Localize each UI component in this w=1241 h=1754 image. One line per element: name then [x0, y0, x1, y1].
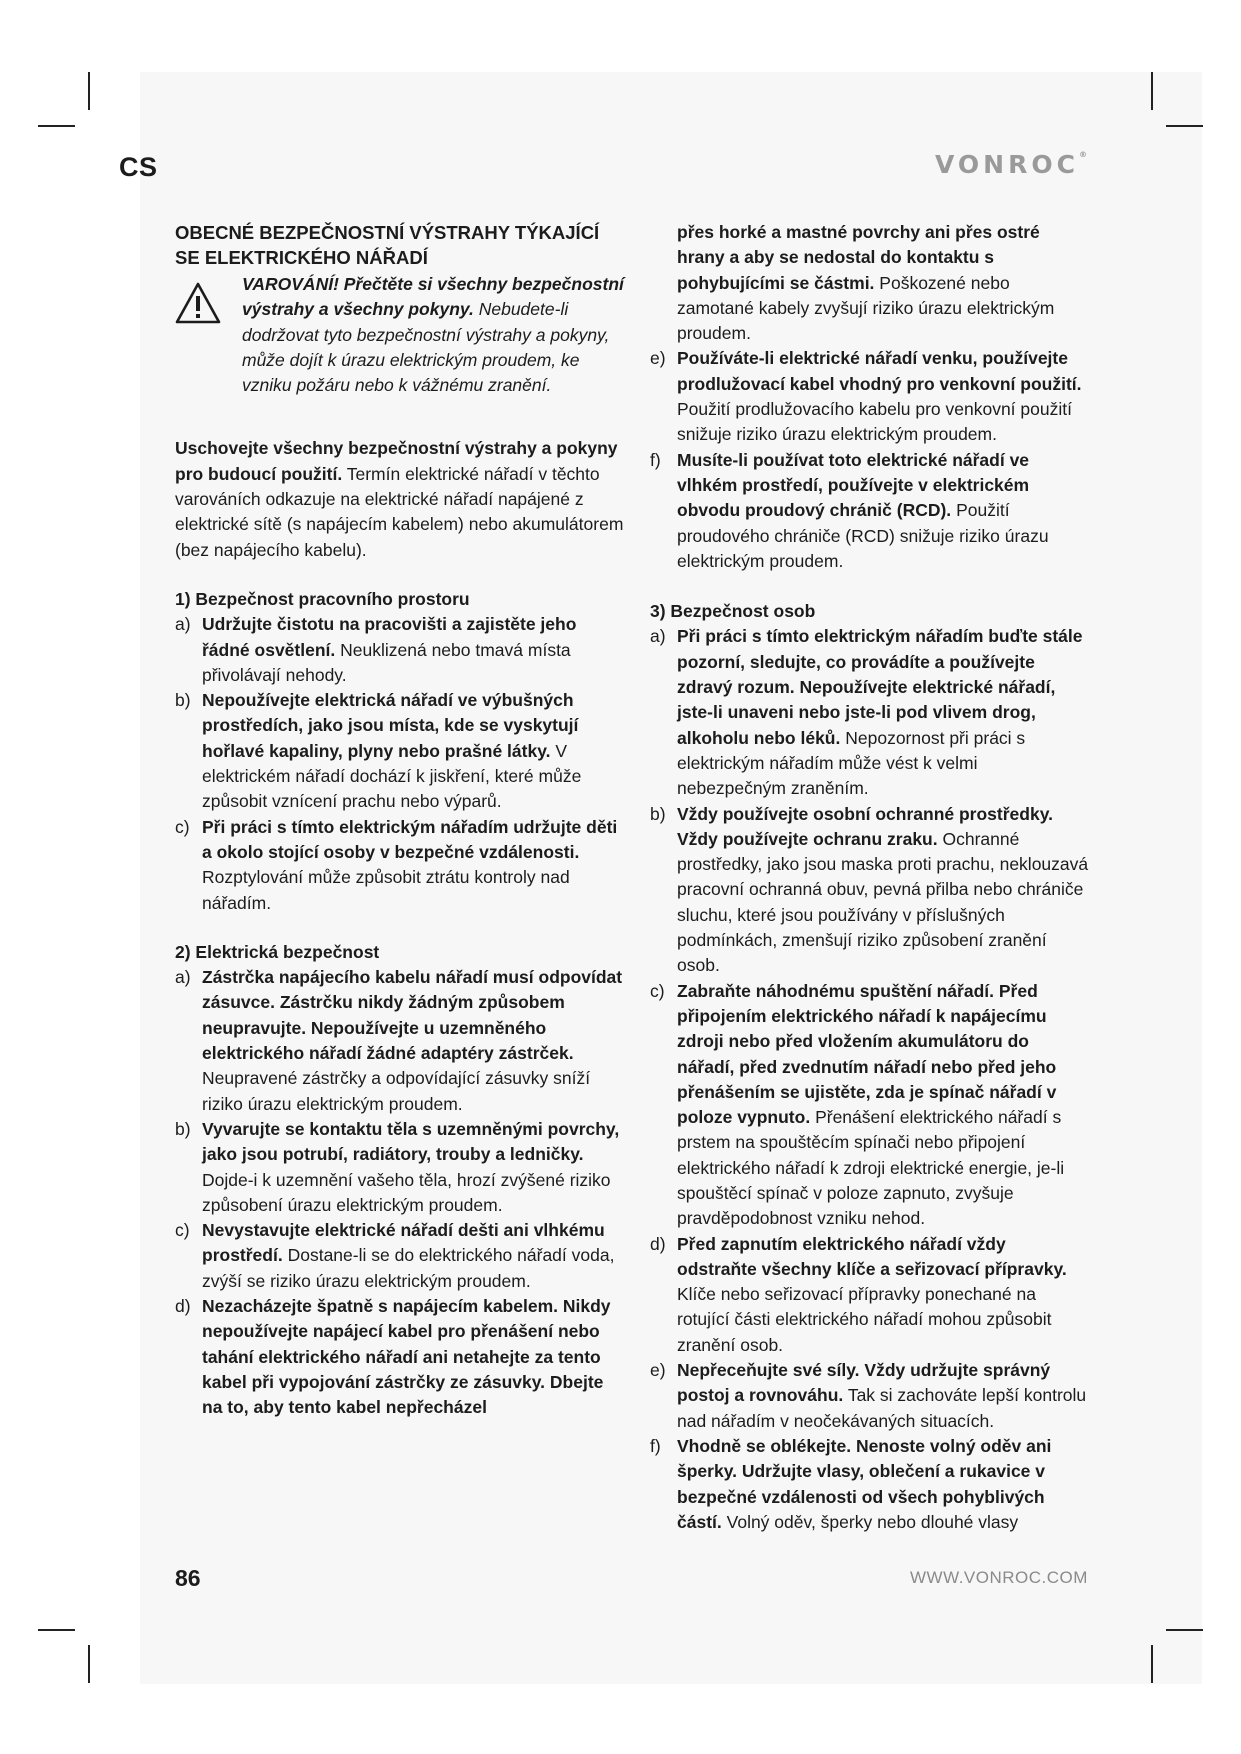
item-text: V elektrickém nářadí dochází k jiskření, které může způsobit vznícení prachu nebo výparů. — [202, 740, 582, 812]
list-item — [650, 1232, 1090, 1358]
item-text: Dostane-li se do elektrického nářadí voda, zvýší se riziko úrazu elektrickým proudem. — [202, 1245, 615, 1291]
warning-body: Nebudete-li dodržovat tyto bezpečnostní výstrahy a pokyny, může dojít k úrazu elektrickým proudem, ke vzniku požáru nebo k vážnému zranění. — [242, 299, 610, 396]
item-label: c) — [650, 980, 665, 1001]
item-text: Ochranné prostředky, jako jsou maska proti prachu, neklouzavá pracovní ochranná obuv, pevná přilba nebo chrániče sluchu, které jsou používány v příslušných podmínkách, zmenšují riziko způsobení zranění osob. — [677, 828, 1089, 976]
item-bold-text: Zabraňte náhodnému spuštění nářadí. Před připojením elektrického nářadí k napájecímu zdroji nebo před vložením akumulátoru do nářadí, před zvednutím nářadí nebo před jeho přenášením se ujistěte, zda je spínač nářadí v poloze vypnuto. — [677, 980, 1057, 1128]
list-item — [650, 1434, 1090, 1535]
item-bold-text: Vždy používejte osobní ochranné prostředky. Vždy používejte ochranu zraku. — [677, 803, 1053, 849]
keep-instructions — [175, 436, 625, 562]
item-bold-text: Vyvarujte se kontaktu těla s uzemněnými povrchy, jako jsou potrubí, radiátory, trouby a ledničky. — [202, 1118, 620, 1165]
list-item — [175, 965, 625, 1117]
warning-triangle-icon — [175, 282, 221, 324]
item-bold-text: Při práci s tímto elektrickým nářadím udržujte děti a okolo stojící osoby v bezpečné vzdálenosti. — [202, 816, 618, 862]
item-text: Neupravené zástrčky a odpovídající zásuvky sníží riziko úrazu elektrickým proudem. — [202, 1068, 591, 1114]
item-bold-text: Nezacházejte špatně s napájecím kabelem. Nikdy nepoužívejte napájecí kabel pro přenášení nebo tahání elektrického nářadí ani netahejte za tento kabel při vypojování zástrčky ze zásuvky. Dbejte na to, aby tento kabel nepřecházel — [202, 1295, 611, 1418]
crop-mark — [38, 125, 75, 127]
item-bold-text: Před zapnutím elektrického nářadí vždy odstraňte všechny klíče a seřizovací přípravky. — [677, 1233, 1067, 1279]
section-heading-1: 1) Bezpečnost pracovního prostoru — [175, 588, 470, 609]
item-label: a) — [175, 967, 191, 988]
list-item — [650, 448, 1090, 574]
item-text: Rozptylování může způsobit ztrátu kontroly nad nářadím. — [202, 867, 570, 913]
list-item — [650, 624, 1090, 801]
item-bold-text: Vhodně se oblékejte. Nenoste volný oděv ani šperky. Udržujte vlasy, oblečení a rukavice v bezpečné vzdálenosti od všech pohyblivých částí. — [677, 1435, 1052, 1532]
item-label: b) — [650, 803, 666, 824]
crop-mark — [1166, 1629, 1203, 1631]
item-bold-text: Nepřeceňujte své síly. Vždy udržujte správný postoj a rovnováhu. — [677, 1360, 1051, 1406]
list-item — [175, 1117, 625, 1218]
crop-mark — [38, 1629, 75, 1631]
item-label: a) — [650, 626, 666, 647]
item-label: e) — [650, 1360, 666, 1381]
list-item — [175, 612, 625, 688]
keep-text: Termín elektrické nářadí v těchto varováních odkazuje na elektrické nářadí napájené z elektrické sítě (s napájecím kabelem) nebo akumulátorem (bez napájecího kabelu). — [175, 463, 624, 560]
item-bold-text: Při práci s tímto elektrickým nářadím buďte stále pozorní, sledujte, co provádíte a používejte zdravý rozum. Nepoužívejte elektrické nářadí, jste-li unaveni nebo jste-li pod vlivem drog, alkoholu nebo léků. — [677, 626, 1083, 748]
list-item — [175, 1294, 625, 1420]
item-text: Použití prodlužovacího kabelu pro venkovní použití snižuje riziko úrazu elektrickým proudem. — [677, 399, 1072, 445]
item-text: Klíče nebo seřizovací přípravky ponechané na rotující části elektrického nářadí mohou způsobit zranění osob. — [677, 1284, 1052, 1355]
item-text: Neuklizená nebo tmavá místa přivolávají nehody. — [202, 639, 571, 685]
item-text: Nepozornost při práci s elektrickým nářadím může vést k velmi nebezpečným zraněním. — [677, 727, 1026, 799]
right-column — [650, 220, 1090, 1535]
item-label: c) — [175, 816, 190, 837]
item-text: Dojde-i k uzemnění vašeho těla, hrozí zvýšené riziko způsobení úrazu elektrickým proudem. — [202, 1169, 611, 1215]
list-item — [650, 1358, 1090, 1434]
crop-mark — [88, 72, 90, 110]
section-heading-2: 2) Elektrická bezpečnost — [175, 941, 380, 962]
item-text: Tak si zachováte lepší kontrolu nad nářadím v neočekávaných situacích. — [677, 1385, 1087, 1431]
item-text: Poškozené nebo zamotané kabely zvyšují riziko úrazu elektrickým proudem. — [677, 272, 1055, 344]
brand-mark: ® — [1078, 150, 1087, 159]
item-label: f) — [650, 1435, 661, 1456]
item-label: c) — [175, 1220, 190, 1241]
item-text: Volný oděv, šperky nebo dlouhé vlasy — [726, 1511, 1019, 1532]
warning-block — [175, 272, 625, 398]
item-bold-text: Nevystavujte elektrické nářadí dešti ani vlhkému prostředí. — [202, 1220, 605, 1266]
section-heading-3: 3) Bezpečnost osob — [650, 601, 816, 622]
list-item — [175, 688, 625, 814]
item-bold-text: přes horké a mastné povrchy ani přes ostré hrany a aby se nedostal do kontaktu s pohybujícími se částmi. — [677, 222, 1040, 293]
list-item — [650, 979, 1090, 1232]
item-label: f) — [650, 449, 661, 470]
crop-mark — [1151, 1645, 1153, 1683]
brand-logo — [935, 150, 1087, 179]
list-item-continued — [650, 220, 1090, 346]
warning-text — [242, 272, 625, 398]
left-column — [175, 220, 625, 1420]
crop-mark — [1166, 125, 1203, 127]
section-title: OBECNÉ BEZPEČNOSTNÍ VÝSTRAHY TÝKAJÍCÍ SE ELEKTRICKÉHO NÁŘADÍ — [175, 222, 600, 268]
crop-mark — [88, 1645, 90, 1683]
website-link[interactable]: WWW.VONROC.COM — [910, 1568, 1088, 1587]
item-bold-text: Udržujte čistotu na pracovišti a zajistěte jeho řádné osvětlení. — [202, 614, 577, 660]
crop-mark — [1151, 72, 1153, 110]
page-number: 86 — [175, 1565, 201, 1591]
item-text: Přenášení elektrického nářadí s prstem na spouštěcím spínači nebo připojení elektrického nářadí k zdroji elektrické energie, je-li spouštěcí spínač v poloze zapnuto, zvyšuje pravděpodobnost vzniku nehod. — [677, 1107, 1065, 1229]
item-bold-text: Nepoužívejte elektrická nářadí ve výbušných prostředích, jako jsou místa, kde se vyskytují hořlavé kapaliny, plyny nebo prašné látky. — [202, 690, 579, 761]
keep-bold: Uschovejte všechny bezpečnostní výstrahy a pokyny pro budoucí použití. — [175, 438, 618, 484]
item-label: d) — [175, 1295, 191, 1316]
item-bold-text: Musíte-li používat toto elektrické nářadí ve vlhkém prostředí, používejte v elektrickém obvodu proudový chránič (RCD). — [677, 449, 1030, 521]
item-label: a) — [175, 614, 191, 635]
list-item — [650, 802, 1090, 979]
item-label: b) — [175, 690, 191, 711]
item-bold-text: Zástrčka napájecího kabelu nářadí musí odpovídat zásuvce. Zástrčku nikdy žádným způsobem neupravujte. Nepoužívejte u uzemněného elektrického nářadí žádné adaptéry zástrček. — [202, 967, 623, 1064]
item-bold-text: Používáte-li elektrické nářadí venku, používejte prodlužovací kabel vhodný pro venkovní použití. — [677, 348, 1082, 394]
item-label: b) — [175, 1118, 191, 1139]
item-label: e) — [650, 348, 666, 369]
list-item — [175, 1218, 625, 1294]
language-code: CS — [119, 152, 158, 182]
list-item — [175, 815, 625, 916]
brand-name: VONROC — [935, 150, 1079, 179]
item-label: d) — [650, 1233, 666, 1254]
warning-bold: VAROVÁNÍ! Přečtěte si všechny bezpečnostní výstrahy a všechny pokyny. — [242, 274, 624, 320]
item-text: Použití proudového chrániče (RCD) snižuje riziko úrazu elektrickým proudem. — [677, 500, 1049, 571]
list-item — [650, 346, 1090, 447]
